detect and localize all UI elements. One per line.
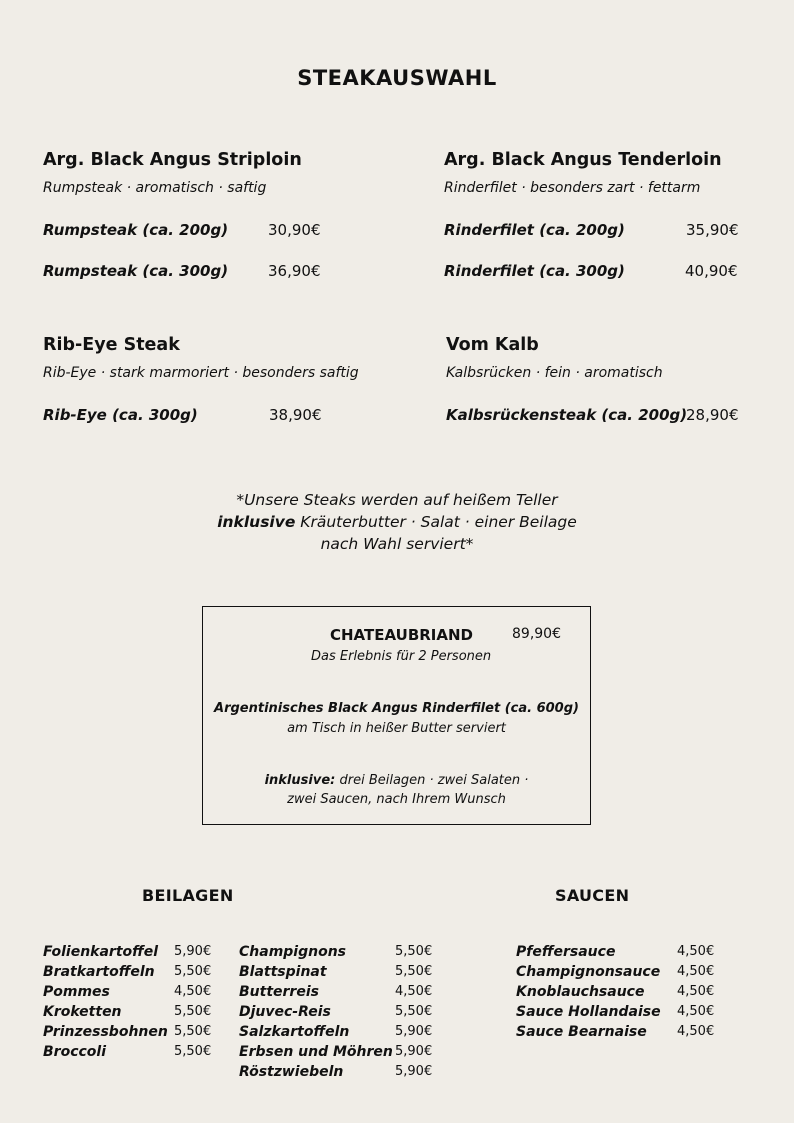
- section-title-tenderloin: Arg. Black Angus Tenderloin: [444, 150, 722, 170]
- page-title: STEAKAUSWAHL: [297, 66, 497, 90]
- list-item: Broccoli: [43, 1044, 107, 1060]
- chateaubriand-subtitle: Das Erlebnis für 2 Personen: [311, 649, 492, 664]
- chateaubriand-main-sub: am Tisch in heißer Butter serviert: [287, 721, 506, 736]
- menu-item-price: 38,90€: [269, 406, 322, 424]
- chateaubriand-incl-rest: drei Beilagen · zwei Salaten ·: [335, 773, 529, 788]
- list-item-price: 5,50€: [174, 1024, 212, 1039]
- saucen-list: [516, 942, 661, 1042]
- list-item: Sauce Bearnaise: [516, 1024, 647, 1040]
- list-item: Bratkartoffeln: [43, 964, 155, 980]
- menu-item-name: Rumpsteak (ca. 200g): [43, 221, 229, 239]
- list-item: Prinzessbohnen: [43, 1024, 168, 1040]
- chateaubriand-incl-label: inklusive:: [264, 773, 336, 788]
- list-item-price: 5,90€: [174, 944, 212, 959]
- notice-inklusive: inklusive: [217, 513, 296, 531]
- beilagen-prices-2: [395, 942, 432, 1082]
- menu-item-name: Rumpsteak (ca. 300g): [43, 262, 229, 280]
- list-item: Blattspinat: [239, 964, 327, 980]
- menu-item-price: 40,90€: [685, 262, 738, 280]
- menu-item-price: 35,90€: [686, 221, 739, 239]
- list-item: Djuvec-Reis: [239, 1004, 331, 1020]
- list-item-price: 4,50€: [395, 984, 433, 999]
- serving-notice: [0, 489, 794, 555]
- section-desc-tenderloin: Rinderfilet · besonders zart · fettarm: [444, 180, 701, 196]
- list-item-price: 5,50€: [395, 1004, 433, 1019]
- beilagen-list-2: [239, 942, 393, 1082]
- section-title-kalb: Vom Kalb: [446, 335, 539, 355]
- list-item-price: 4,50€: [677, 984, 715, 999]
- list-item-price: 4,50€: [677, 1004, 715, 1019]
- saucen-prices: [677, 942, 714, 1042]
- chateaubriand-incl-line2: zwei Saucen, nach Ihrem Wunsch: [287, 792, 506, 807]
- list-item: Pommes: [43, 984, 110, 1000]
- chateaubriand-title: CHATEAUBRIAND: [330, 626, 473, 644]
- list-item: Pfeffersauce: [516, 944, 616, 960]
- saucen-title: SAUCEN: [555, 886, 630, 905]
- list-item: Kroketten: [43, 1004, 122, 1020]
- list-item-price: 5,50€: [174, 1044, 212, 1059]
- beilagen-title: BEILAGEN: [142, 886, 234, 905]
- list-item: Sauce Hollandaise: [516, 1004, 661, 1020]
- list-item-price: 5,50€: [174, 964, 212, 979]
- list-item-price: 5,90€: [395, 1044, 433, 1059]
- beilagen-list-1: [43, 942, 168, 1062]
- list-item-price: 4,50€: [677, 944, 715, 959]
- menu-item-name: Rib-Eye (ca. 300g): [43, 406, 198, 424]
- list-item-price: 5,90€: [395, 1064, 433, 1079]
- menu-item-price: 30,90€: [268, 221, 321, 239]
- notice-line-3: nach Wahl serviert*: [320, 535, 474, 553]
- chateaubriand-main: Argentinisches Black Angus Rinderfilet (ca. 600g): [214, 701, 579, 716]
- list-item-price: 5,50€: [395, 964, 433, 979]
- notice-line-2: [0, 511, 794, 533]
- list-item: Erbsen und Möhren: [239, 1044, 393, 1060]
- list-item-price: 5,50€: [395, 944, 433, 959]
- menu-item-name: Rinderfilet (ca. 200g): [444, 221, 625, 239]
- menu-item-price: 28,90€: [686, 406, 739, 424]
- list-item: Champignons: [239, 944, 347, 960]
- section-desc-kalb: Kalbsrücken · fein · aromatisch: [446, 365, 663, 381]
- notice-line-1: *Unsere Steaks werden auf heißem Teller: [236, 491, 558, 509]
- menu-item-name: Rinderfilet (ca. 300g): [444, 262, 625, 280]
- section-desc-striploin: Rumpsteak · aromatisch · saftig: [43, 180, 267, 196]
- section-title-striploin: Arg. Black Angus Striploin: [43, 150, 302, 170]
- chateaubriand-price: 89,90€: [512, 626, 561, 642]
- list-item-price: 4,50€: [677, 1024, 715, 1039]
- notice-line-2-rest: Kräuterbutter · Salat · einer Beilage: [295, 513, 577, 531]
- list-item: Salzkartoffeln: [239, 1024, 350, 1040]
- list-item-price: 5,90€: [395, 1024, 433, 1039]
- list-item-price: 5,50€: [174, 1004, 212, 1019]
- menu-item-name: Kalbsrückensteak (ca. 200g): [446, 406, 688, 424]
- list-item-price: 4,50€: [174, 984, 212, 999]
- list-item: Butterreis: [239, 984, 319, 1000]
- list-item-price: 4,50€: [677, 964, 715, 979]
- list-item: Champignonsauce: [516, 964, 661, 980]
- beilagen-prices-1: [174, 942, 211, 1062]
- section-title-ribeye: Rib-Eye Steak: [43, 335, 180, 355]
- list-item: Folienkartoffel: [43, 944, 159, 960]
- list-item: Röstzwiebeln: [239, 1064, 344, 1080]
- menu-item-price: 36,90€: [268, 262, 321, 280]
- section-desc-ribeye: Rib-Eye · stark marmoriert · besonders saftig: [43, 365, 359, 381]
- list-item: Knoblauchsauce: [516, 984, 645, 1000]
- chateaubriand-inclusive: [202, 773, 591, 788]
